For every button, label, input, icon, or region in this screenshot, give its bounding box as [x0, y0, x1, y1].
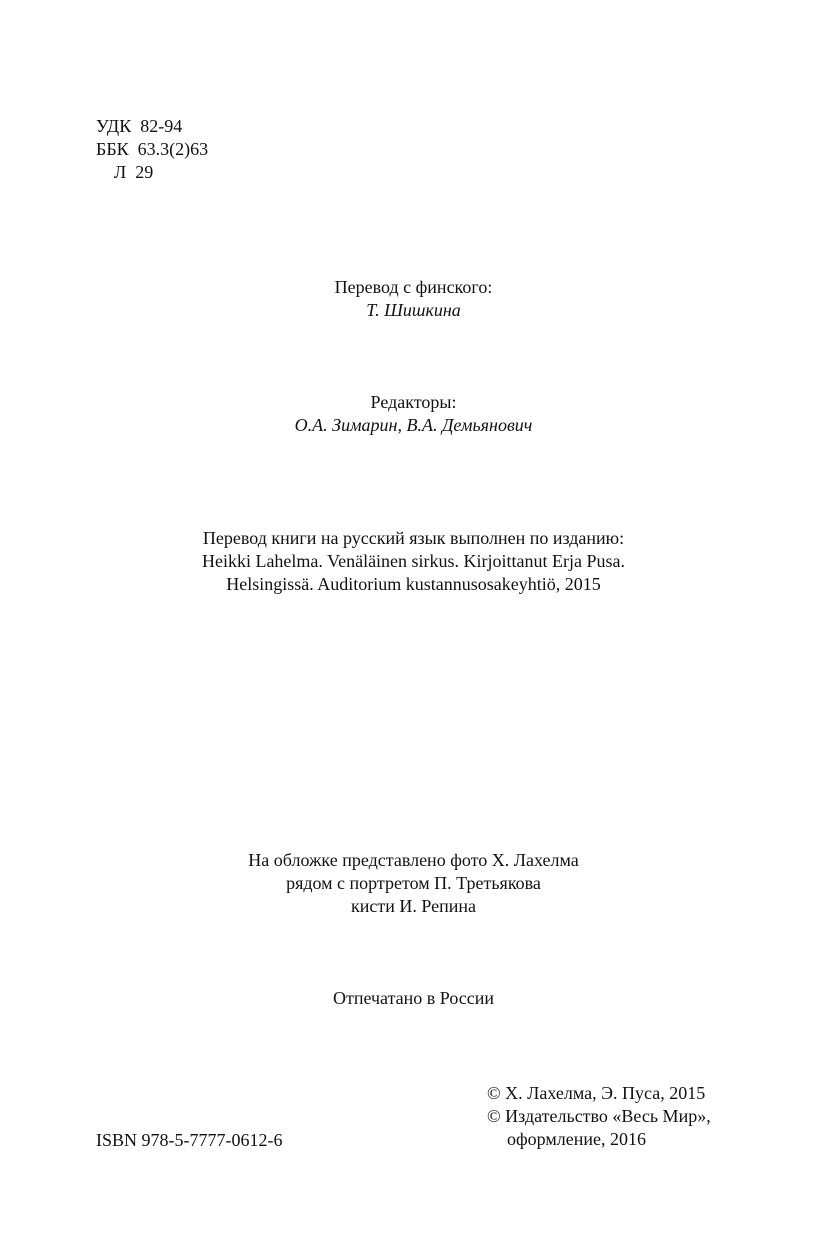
translator-name: Т. Шишкина	[366, 300, 461, 320]
copyright-block	[487, 1082, 711, 1151]
editors-names: О.А. Зимарин, В.А. Демьянович	[294, 415, 533, 435]
editors-section	[0, 391, 827, 437]
udk-code: УДК 82-94	[96, 116, 183, 136]
copyright-line-3: оформление, 2016	[507, 1129, 647, 1149]
cover-note-line-1: На обложке представлено фото Х. Лахелма	[248, 850, 579, 870]
source-edition-line-2: Heikki Lahelma. Venäläinen sirkus. Kirjoittanut Erja Pusa.	[201, 551, 626, 571]
copyright-line-2: © Издательство «Весь Мир»,	[487, 1106, 711, 1126]
isbn-text: ISBN 978-5-7777-0612-6	[96, 1130, 283, 1150]
translator-label: Перевод с финского:	[334, 277, 493, 297]
source-edition-line-1: Перевод книги на русский язык выполнен по изданию:	[202, 528, 625, 548]
classification-codes	[96, 115, 208, 184]
author-mark: Л 29	[114, 162, 154, 182]
source-edition-line-3: Helsingissä. Auditorium kustannusosakeyhtiö, 2015	[226, 574, 601, 594]
translator-section	[0, 276, 827, 322]
source-edition-section	[0, 527, 827, 596]
copyright-line-1: © Х. Лахелма, Э. Пуса, 2015	[487, 1083, 706, 1103]
printed-in-russia	[0, 987, 827, 1010]
bbk-code: ББК 63.3(2)63	[96, 139, 209, 159]
editors-label: Редакторы:	[370, 392, 457, 412]
printed-text: Отпечатано в России	[332, 988, 495, 1008]
isbn	[96, 1129, 283, 1152]
cover-note-line-3: кисти И. Репина	[350, 896, 476, 916]
cover-note-section	[0, 849, 827, 918]
cover-note-line-2: рядом с портретом П. Третьякова	[286, 873, 541, 893]
